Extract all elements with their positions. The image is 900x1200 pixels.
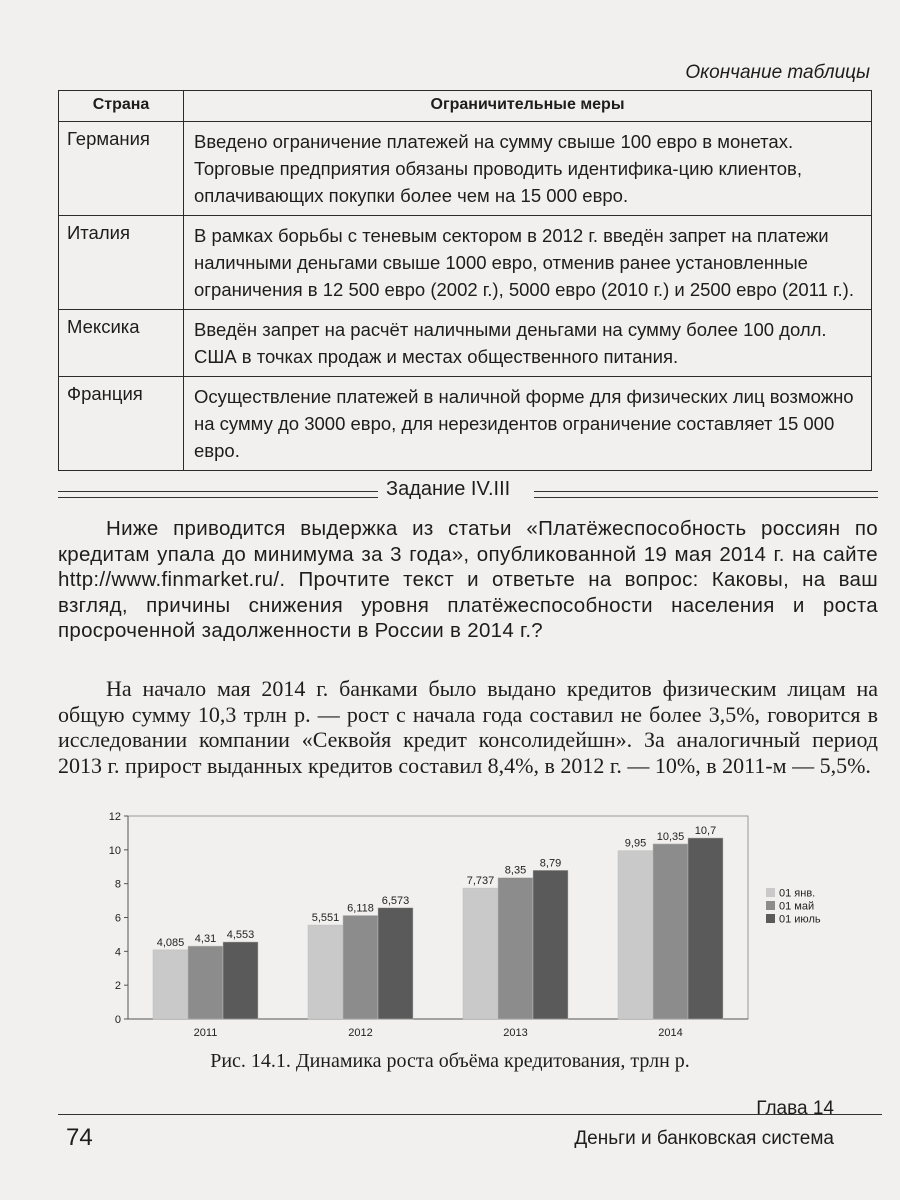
bar [223,942,258,1019]
data-label: 6,118 [347,902,374,915]
table-row [59,122,872,216]
bar [153,950,188,1019]
x-tick-label: 2011 [193,1027,218,1039]
figure-caption: Рис. 14.1. Динамика роста объёма кредитования, трлн р. [210,1050,690,1072]
bar [618,851,653,1019]
y-tick-label: 4 [114,946,121,959]
task-intro: Ниже приводится выдержка из статьи «Платёжеспособность россиян по кредитам упала до минимума за 3 года», опубликованной 19 мая 2014 г. на сайте http://www.finmarket.ru/. Прочтите текст и ответьте на вопрос: Каковы, на ваш взгляд, причины снижения уровня платёжеспособности населения и роста просроченной задолженности в России в 2014 г.? [58,517,878,642]
country-cell: Италия [59,216,184,310]
bar [533,870,568,1019]
data-label: 8,79 [539,857,562,870]
measure-cell: Введён запрет на расчёт наличными деньгами на сумму более 100 долл. США в точках продаж и местах общественного питания. [184,310,872,377]
y-tick-label: 2 [114,980,121,993]
book-title: Деньги и банковская система [574,1128,834,1149]
y-tick-label: 8 [114,878,121,891]
x-tick-label: 2014 [658,1027,683,1039]
bar [463,888,498,1019]
restrictions-table [58,90,872,471]
page-number: 74 [66,1124,93,1151]
table-caption: Окончание таблицы [685,62,870,83]
bar [188,946,223,1019]
data-label: 4,553 [226,928,255,941]
bar [308,925,343,1019]
y-tick-label: 12 [108,811,121,823]
bar [378,908,413,1019]
data-label: 10,35 [656,830,685,843]
data-label: 4,085 [156,936,185,949]
table-row [59,377,872,471]
measure-cell: Осуществление платежей в наличной форме для физических лиц возможно на сумму до 3000 евро, для нерезидентов ограничение составляет 15 000 евро. [184,377,872,471]
country-cell: Франция [59,377,184,471]
y-tick-label: 6 [114,912,121,925]
task-title: Задание IV.III [386,478,511,500]
bar [653,844,688,1019]
task-heading [58,478,878,504]
header-measures: Ограничительные меры [184,91,872,122]
measure-cell: В рамках борьбы с теневым сектором в 2012 г. введён запрет на платежи наличными деньгами свыше 1000 евро, отменив ранее установленные ограничения в 12 500 евро (2002 г.), 5000 евро (2010 г.) и 2500 евро (2011 г.). [184,216,872,310]
y-tick-label: 0 [114,1014,121,1026]
table-row [59,310,872,377]
data-label: 4,31 [194,933,217,946]
legend-label: 01 июль [779,913,821,926]
bar [343,916,378,1019]
data-label: 5,551 [311,912,340,925]
legend-label: 01 янв. [779,887,816,900]
header-country: Страна [59,91,184,122]
measure-cell: Введено ограничение платежей на сумму свыше 100 евро в монетах. Торговые предприятия обязаны проводить идентифика-цию клиентов, оплачивающих покупки более чем на 15 000 евро. [184,122,872,216]
chapter-label: Глава 14 [756,1098,834,1119]
x-tick-label: 2012 [348,1027,373,1039]
legend-swatch [766,888,775,897]
heading-rule-right [534,491,878,498]
table-header-row [59,91,872,122]
legend-swatch [766,901,775,910]
country-cell: Мексика [59,310,184,377]
credit-chart [98,808,868,1040]
table-row [59,216,872,310]
legend-swatch [766,914,775,923]
data-label: 9,95 [624,837,647,850]
data-label: 7,737 [466,875,495,888]
heading-rule-left [58,491,378,498]
data-label: 8,35 [504,864,527,877]
y-tick-label: 10 [108,844,121,857]
footer-rule [58,1114,882,1115]
bar [498,878,533,1019]
data-label: 6,573 [381,894,410,907]
country-cell: Германия [59,122,184,216]
x-tick-label: 2013 [503,1027,528,1039]
article-quote: На начало мая 2014 г. банками было выдано кредитов физическим лицам на общую сумму 10,3 трлн р. — рост с начала года составил не более 3,5%, говорится в исследовании компании «Секвойя кредит консолидейшн». За аналогичный период 2013 г. прирост выданных кредитов составил 8,4%, в 2012 г. — 10%, в 2011-м — 5,5%. [58,676,878,778]
data-label: 10,7 [694,824,717,837]
bar [688,838,723,1019]
legend-label: 01 май [779,900,815,913]
